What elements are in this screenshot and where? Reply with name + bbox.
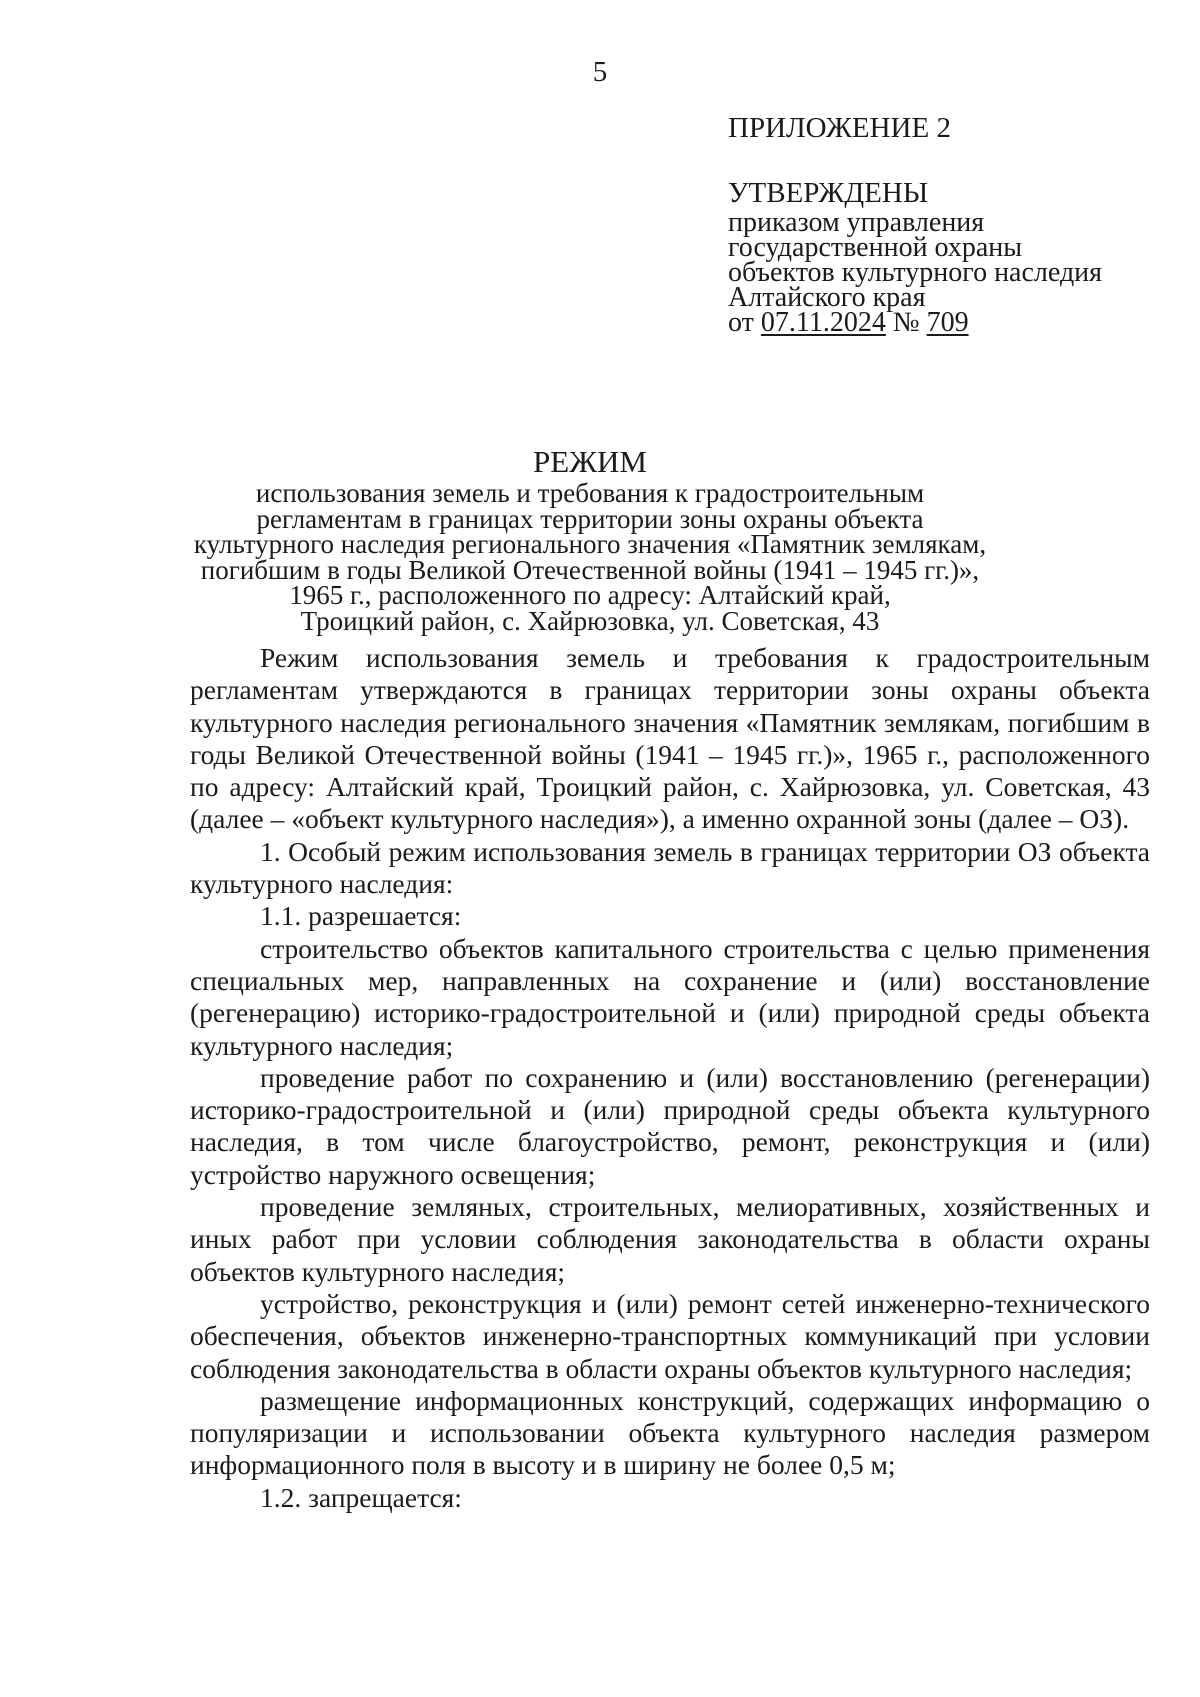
permitted-item: размещение информационных конструкций, содержащих информацию о популяризации и использовании объекта культурного наследия размером информационного поля в высоту и в ширину не более 0,5 м; — [190, 1384, 1150, 1481]
number-sign: № — [892, 307, 920, 338]
order-date: 07.11.2024 — [760, 307, 886, 338]
title-line: регламентам в границах территории зоны охраны объекта — [256, 503, 924, 534]
approval-block — [728, 110, 1103, 338]
date-prefix: от — [728, 307, 754, 338]
title-line: использования земель и требования к градостроительным — [255, 478, 925, 508]
approval-line: приказом управления — [728, 207, 985, 238]
section-1-2-heading: 1.2. запрещается: — [260, 1481, 462, 1513]
permitted-item: строительство объектов капитального строительства с целью применения специальных мер, направленных на сохранение и (или) восстановление (регенерацию) историко-градостроительной и (или) природной среды объекта культурного наследия; — [190, 932, 1150, 1061]
title-line: Троицкий район, с. Хайрюзовка, ул. Советская, 43 — [300, 605, 880, 636]
page-number: 5 — [592, 56, 608, 88]
approval-line: объектов культурного наследия — [728, 257, 1103, 288]
document-title: РЕЖИМ — [533, 444, 647, 479]
permitted-item: устройство, реконструкция и (или) ремонт сетей инженерно-технического обеспечения, объектов инженерно-транспортных коммуникаций при условии соблюдения законодательства в области охраны объектов культурного наследия; — [190, 1287, 1150, 1384]
approval-line: государственной охраны — [728, 232, 1023, 263]
permitted-item: проведение земляных, строительных, мелиоративных, хозяйственных и иных работ при условии соблюдения законодательства в области охраны объектов культурного наследия; — [190, 1191, 1150, 1287]
section-1-heading: 1. Особый режим использования земель в границах территории ОЗ объекта культурного наследия: — [190, 835, 1150, 900]
approval-line: Алтайского края — [728, 282, 926, 313]
approval-date-line — [728, 307, 1102, 338]
intro-paragraph: Режим использования земель и требования к градостроительным регламентам утверждаются в границах территории зоны охраны объекта культурного наследия регионального значения «Памятник землякам, погибшим в годы Великой Отечественной войны (1941 – 1945 гг.)», 1965 г., расположенного по адресу: Алтайский край, Троицкий район, с. Хайрюзовка, ул. Советская, 43 (далее – «объект культурного наследия»), а именно охранной зоны (далее – ОЗ). — [190, 642, 1150, 835]
section-1-1-heading: 1.1. разрешается: — [260, 900, 462, 932]
approved-label: УТВЕРЖДЕНЫ — [728, 177, 929, 209]
document-body — [190, 642, 1150, 1514]
title-line: погибшим в годы Великой Отечественной войны (1941 – 1945 гг.)», — [200, 554, 980, 585]
permitted-item: проведение работ по сохранению и (или) восстановлению (регенерации) историко-градостроительной и (или) природной среды объекта культурного наследия, в том числе благоустройство, ремонт, реконструкция и (или) устройство наружного освещения; — [190, 1061, 1150, 1190]
title-line: 1965 г., расположенного по адресу: Алтайский край, — [289, 580, 891, 610]
title-line: культурного наследия регионального значения «Памятник землякам, — [193, 529, 987, 559]
appendix-label: ПРИЛОЖЕНИЕ 2 — [728, 112, 951, 144]
order-number: 709 — [926, 307, 969, 338]
document-title-block — [160, 443, 1020, 634]
